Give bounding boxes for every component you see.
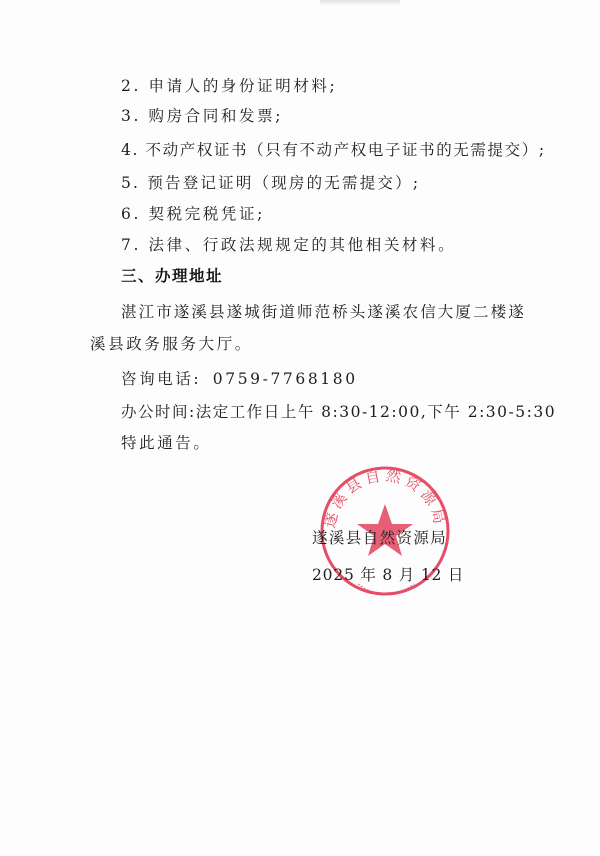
list-item-5: 5. 预告登记证明（现房的无需提交）; [121, 174, 421, 192]
list-item-3: 3. 购房合同和发票; [121, 107, 284, 125]
list-item-4: 4. 不动产权证书（只有不动产权电子证书的无需提交）; [121, 141, 546, 159]
seal-text: 遂溪县自然资源局 [320, 466, 450, 530]
scan-artifact [320, 0, 400, 6]
phone-line [121, 369, 358, 389]
office-hours: 办公时间:法定工作日上午 8:30-12:00,下午 2:30-5:30 [121, 403, 557, 421]
address-line-1: 湛江市遂溪县遂城街道师范桥头遂溪农信大厦二楼遂 [121, 303, 526, 321]
phone-value: 0759-7768180 [212, 370, 358, 388]
phone-label: 咨询电话: [121, 370, 202, 388]
signature-organization: 遂溪县自然资源局 [312, 529, 448, 547]
list-item-2: 2. 申请人的身份证明材料; [121, 77, 338, 95]
list-item-6: 6. 契税完税凭证; [121, 205, 265, 223]
signature-date: 2025 年 8 月 12 日 [312, 566, 465, 584]
address-line-2: 溪县政务服务大厅。 [90, 335, 253, 353]
list-item-7: 7. 法律、行政法规规定的其他相关材料。 [121, 236, 457, 254]
closing-text: 特此通告。 [121, 434, 212, 452]
section-heading: 三、办理地址 [121, 267, 224, 285]
